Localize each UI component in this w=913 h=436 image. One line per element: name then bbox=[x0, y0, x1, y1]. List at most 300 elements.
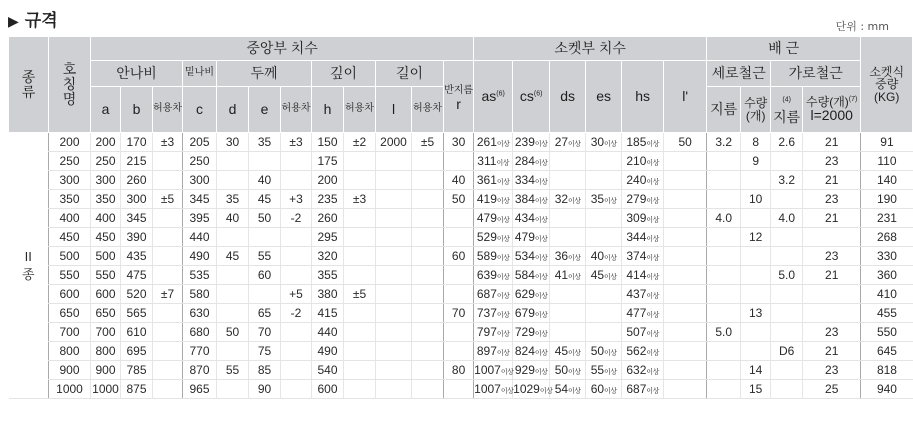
cell-value: 300 bbox=[95, 173, 116, 187]
cell-value: 550 bbox=[876, 325, 897, 339]
cell-value: 507 bbox=[626, 325, 647, 339]
header-weight: 소켓식 중량 (KG) bbox=[861, 37, 913, 133]
cell-ab-tol bbox=[153, 361, 183, 380]
cell-r bbox=[444, 285, 474, 304]
cell-value: 60 bbox=[451, 249, 466, 263]
cell-w bbox=[861, 247, 913, 266]
cell-value: ±3 bbox=[352, 192, 367, 206]
cell-value: 589 bbox=[476, 249, 497, 263]
cell-value: 600 bbox=[59, 287, 80, 301]
header-ab-tol: 허용차 bbox=[153, 87, 183, 133]
cell-de-tol bbox=[281, 247, 312, 266]
cell-value: 440 bbox=[189, 230, 210, 244]
cell-value: 235 bbox=[317, 192, 338, 206]
cell-h-tol bbox=[344, 285, 376, 304]
cell-value: 23 bbox=[825, 249, 839, 263]
cell-h-tol bbox=[344, 266, 376, 285]
cell-a bbox=[91, 323, 121, 342]
cell-cs bbox=[513, 361, 550, 380]
cell-value: 437 bbox=[626, 287, 647, 301]
cell-es bbox=[586, 285, 622, 304]
cell-value: 410 bbox=[876, 287, 897, 301]
table-row bbox=[9, 152, 913, 171]
cell-hs bbox=[622, 228, 664, 247]
header-garo-l: l=2000 bbox=[810, 107, 853, 124]
min-suffix: 이상 bbox=[534, 160, 548, 167]
min-suffix: 이상 bbox=[568, 198, 581, 205]
cell-r bbox=[444, 247, 474, 266]
cell-value: 584 bbox=[514, 268, 535, 282]
cell-d bbox=[217, 209, 249, 228]
min-suffix: 이상 bbox=[568, 141, 581, 148]
cell-value: 384 bbox=[514, 192, 535, 206]
cell-value: 23 bbox=[825, 192, 839, 206]
cell-value: 680 bbox=[189, 325, 210, 339]
cell-w bbox=[861, 361, 913, 380]
cell-ds bbox=[550, 361, 586, 380]
header-rebar: 배 근 bbox=[707, 37, 861, 61]
cell-value: 797 bbox=[476, 325, 497, 339]
cell-value: 360 bbox=[876, 268, 897, 282]
cell-b bbox=[121, 190, 153, 209]
cell-value: 215 bbox=[126, 154, 147, 168]
cell-b bbox=[121, 380, 153, 399]
cell-value: 330 bbox=[876, 249, 897, 263]
cell-lp bbox=[664, 247, 707, 266]
cell-r bbox=[444, 228, 474, 247]
cell-value: 45 bbox=[225, 249, 240, 263]
cell-de-tol bbox=[281, 190, 312, 209]
header-as-label: as bbox=[481, 88, 497, 105]
cell-value: 110 bbox=[877, 154, 897, 168]
cell-e bbox=[249, 247, 281, 266]
cell-hs bbox=[622, 285, 664, 304]
cell-cs bbox=[513, 342, 550, 361]
cell-sd bbox=[707, 247, 741, 266]
cell-as bbox=[474, 304, 513, 323]
cell-value: 450 bbox=[95, 230, 116, 244]
cell-value: 687 bbox=[626, 382, 647, 396]
table-row bbox=[9, 323, 913, 342]
header-c: c bbox=[183, 87, 217, 133]
cell-cs bbox=[513, 228, 550, 247]
cell-as bbox=[474, 209, 513, 228]
cell-c bbox=[183, 266, 217, 285]
cell-sd bbox=[707, 171, 741, 190]
cell-l bbox=[376, 266, 412, 285]
cell-w bbox=[861, 285, 913, 304]
cell-r bbox=[444, 133, 474, 152]
min-suffix: 이상 bbox=[568, 274, 581, 281]
cell-w bbox=[861, 209, 913, 228]
cell-sq bbox=[741, 380, 771, 399]
min-suffix: 이상 bbox=[646, 293, 659, 300]
cell-value: 15 bbox=[749, 382, 763, 396]
cell-value: 35 bbox=[225, 192, 240, 206]
cell-n bbox=[49, 361, 91, 380]
cell-value: 295 bbox=[317, 230, 338, 244]
cell-value: 80 bbox=[451, 363, 466, 377]
cell-es bbox=[586, 228, 622, 247]
cell-l-tol bbox=[412, 285, 444, 304]
min-suffix: 이상 bbox=[534, 331, 548, 338]
cell-gq bbox=[803, 285, 861, 304]
cell-de-tol bbox=[281, 342, 312, 361]
cell-de-tol bbox=[281, 380, 312, 399]
table-row bbox=[9, 380, 913, 399]
cell-value: 875 bbox=[126, 382, 147, 396]
cell-a bbox=[91, 190, 121, 209]
cell-b bbox=[121, 266, 153, 285]
cell-value: 4.0 bbox=[778, 211, 796, 225]
min-suffix: 이상 bbox=[646, 255, 659, 262]
cell-c bbox=[183, 285, 217, 304]
cell-es bbox=[586, 323, 622, 342]
cell-n bbox=[49, 133, 91, 152]
cell-ds bbox=[550, 133, 586, 152]
cell-ab-tol bbox=[153, 266, 183, 285]
cell-hs bbox=[622, 133, 664, 152]
cell-value: 50 bbox=[257, 211, 272, 225]
header-h-tol: 허용차 bbox=[344, 87, 376, 133]
cell-value: 300 bbox=[189, 173, 210, 187]
cell-value: 419 bbox=[476, 192, 497, 206]
cell-d bbox=[217, 190, 249, 209]
cell-ab-tol bbox=[153, 323, 183, 342]
cell-h-tol bbox=[344, 228, 376, 247]
min-suffix: 이상 bbox=[604, 198, 617, 205]
cell-value: 345 bbox=[126, 211, 147, 225]
cell-lp bbox=[664, 190, 707, 209]
cell-value: 320 bbox=[317, 249, 338, 263]
header-garo-dia-label: 지름 bbox=[773, 108, 801, 125]
min-suffix: 이상 bbox=[534, 179, 548, 186]
header-garo-qty-label: 수량(개) bbox=[806, 94, 849, 109]
header-l: l bbox=[376, 87, 412, 133]
cell-de-tol bbox=[281, 152, 312, 171]
cell-value: 434 bbox=[514, 211, 535, 225]
cell-value: 35 bbox=[590, 192, 605, 206]
cell-e bbox=[249, 209, 281, 228]
min-suffix: 이상 bbox=[604, 369, 617, 376]
header-garo-dia-sup: (4) bbox=[782, 96, 791, 104]
cell-value: 261 bbox=[476, 135, 497, 149]
min-suffix: 이상 bbox=[534, 198, 548, 205]
cell-a bbox=[91, 304, 121, 323]
cell-as bbox=[474, 380, 513, 399]
cell-value: 268 bbox=[876, 230, 897, 244]
cell-value: 477 bbox=[626, 306, 647, 320]
cell-gq bbox=[803, 228, 861, 247]
min-suffix: 이상 bbox=[646, 217, 659, 224]
cell-value: 687 bbox=[476, 287, 497, 301]
section-title-text: 규격 bbox=[24, 11, 58, 31]
cell-ds bbox=[550, 228, 586, 247]
cell-h-tol bbox=[344, 323, 376, 342]
min-suffix: 이상 bbox=[604, 255, 617, 262]
cell-es bbox=[586, 380, 622, 399]
cell-value: 50 bbox=[678, 135, 692, 149]
cell-value: 479 bbox=[476, 211, 497, 225]
min-suffix: 이상 bbox=[534, 312, 548, 319]
cell-value: 45 bbox=[554, 344, 569, 358]
cell-sd bbox=[707, 133, 741, 152]
cell-value: 91 bbox=[880, 135, 894, 149]
cell-value: 565 bbox=[126, 306, 147, 320]
min-suffix: 이상 bbox=[534, 236, 548, 243]
cell-value: 600 bbox=[317, 382, 338, 396]
min-suffix: 이상 bbox=[496, 331, 510, 338]
cell-b bbox=[121, 285, 153, 304]
min-suffix: 이상 bbox=[496, 312, 510, 319]
header-b: b bbox=[121, 87, 153, 133]
cell-es bbox=[586, 171, 622, 190]
cell-l-tol bbox=[412, 152, 444, 171]
cell-value: 13 bbox=[749, 306, 763, 320]
cell-value: 55 bbox=[225, 363, 240, 377]
cell-value: 440 bbox=[317, 325, 338, 339]
cell-cs bbox=[513, 266, 550, 285]
cell-e bbox=[249, 266, 281, 285]
cell-as bbox=[474, 152, 513, 171]
cell-lp bbox=[664, 304, 707, 323]
cell-l-tol bbox=[412, 171, 444, 190]
triangle-icon: ▶ bbox=[8, 14, 19, 30]
cell-ab-tol bbox=[153, 228, 183, 247]
cell-n bbox=[49, 304, 91, 323]
cell-value: 21 bbox=[825, 344, 839, 358]
cell-l bbox=[376, 304, 412, 323]
cell-value: 550 bbox=[59, 268, 80, 282]
cell-gd bbox=[771, 190, 803, 209]
cell-value: 35 bbox=[257, 135, 272, 149]
cell-a bbox=[91, 285, 121, 304]
cell-gd bbox=[771, 323, 803, 342]
cell-value: 897 bbox=[476, 344, 497, 358]
header-garo-qty-sup: (7) bbox=[848, 95, 858, 103]
cell-value: 30 bbox=[590, 135, 605, 149]
cell-value: 600 bbox=[95, 287, 116, 301]
cell-value: 475 bbox=[126, 268, 147, 282]
cell-lp bbox=[664, 323, 707, 342]
cell-value: 334 bbox=[514, 173, 535, 187]
cell-gd bbox=[771, 304, 803, 323]
cell-value: 23 bbox=[825, 154, 839, 168]
cell-de-tol bbox=[281, 304, 312, 323]
cell-h-tol bbox=[344, 133, 376, 152]
cell-value: 737 bbox=[476, 306, 497, 320]
cell-de-tol bbox=[281, 171, 312, 190]
cell-a bbox=[91, 209, 121, 228]
cell-w bbox=[861, 171, 913, 190]
cell-n bbox=[49, 323, 91, 342]
cell-b bbox=[121, 361, 153, 380]
cell-ab-tol bbox=[153, 247, 183, 266]
cell-sd bbox=[707, 209, 741, 228]
cell-sq bbox=[741, 285, 771, 304]
min-suffix: 이상 bbox=[496, 179, 510, 186]
cell-value: 41 bbox=[554, 268, 569, 282]
header-cs bbox=[513, 61, 550, 133]
cell-hs bbox=[622, 361, 664, 380]
cell-value: 345 bbox=[189, 192, 210, 206]
cell-de-tol bbox=[281, 361, 312, 380]
cell-w bbox=[861, 304, 913, 323]
table-row bbox=[9, 133, 913, 152]
cell-cs bbox=[513, 190, 550, 209]
cell-value: 50 bbox=[225, 325, 240, 339]
cell-h bbox=[312, 247, 344, 266]
min-suffix: 이상 bbox=[500, 369, 514, 376]
cell-ds bbox=[550, 285, 586, 304]
cell-value: 870 bbox=[189, 363, 210, 377]
cell-h bbox=[312, 323, 344, 342]
cell-sd bbox=[707, 361, 741, 380]
cell-value: 260 bbox=[317, 211, 338, 225]
cell-gd bbox=[771, 133, 803, 152]
cell-ab-tol bbox=[153, 285, 183, 304]
cell-r bbox=[444, 152, 474, 171]
cell-value: 27 bbox=[554, 135, 569, 149]
section-title bbox=[8, 6, 58, 31]
cell-as bbox=[474, 361, 513, 380]
min-suffix: 이상 bbox=[604, 141, 617, 148]
cell-h-tol bbox=[344, 361, 376, 380]
cell-h bbox=[312, 304, 344, 323]
cell-value: +5 bbox=[289, 287, 303, 301]
cell-ab-tol bbox=[153, 171, 183, 190]
header-jong: 종 류 bbox=[9, 37, 49, 133]
cell-a bbox=[91, 380, 121, 399]
cell-value: 8 bbox=[752, 135, 760, 149]
cell-h bbox=[312, 285, 344, 304]
cell-l-tol bbox=[412, 247, 444, 266]
cell-es bbox=[586, 247, 622, 266]
cell-sd bbox=[707, 152, 741, 171]
cell-h-tol bbox=[344, 247, 376, 266]
cell-as bbox=[474, 228, 513, 247]
cell-value: 40 bbox=[225, 211, 240, 225]
spec-table bbox=[8, 36, 913, 399]
cell-l bbox=[376, 380, 412, 399]
cell-l bbox=[376, 247, 412, 266]
cell-l-tol bbox=[412, 209, 444, 228]
header-radius-label: 반지름 bbox=[444, 85, 474, 97]
cell-w bbox=[861, 342, 913, 361]
cell-h-tol bbox=[344, 342, 376, 361]
spec-table-body bbox=[9, 133, 913, 399]
cell-value: 395 bbox=[189, 211, 210, 225]
cell-value: 25 bbox=[825, 382, 839, 396]
cell-sd bbox=[707, 285, 741, 304]
cell-es bbox=[586, 266, 622, 285]
cell-r bbox=[444, 209, 474, 228]
cell-d bbox=[217, 247, 249, 266]
cell-sd bbox=[707, 266, 741, 285]
cell-w bbox=[861, 133, 913, 152]
cell-hs bbox=[622, 323, 664, 342]
cell-sq bbox=[741, 361, 771, 380]
cell-d bbox=[217, 152, 249, 171]
cell-value: 1000 bbox=[56, 382, 83, 396]
cell-e bbox=[249, 342, 281, 361]
cell-b bbox=[121, 171, 153, 190]
header-de-tol: 허용차 bbox=[281, 87, 312, 133]
cell-value: 415 bbox=[317, 306, 338, 320]
cell-value: 260 bbox=[126, 173, 147, 187]
cell-e bbox=[249, 323, 281, 342]
cell-value: 50 bbox=[554, 363, 569, 377]
cell-lp bbox=[664, 342, 707, 361]
cell-gq bbox=[803, 247, 861, 266]
header-sero-qty: 수량 (개) bbox=[741, 87, 771, 133]
cell-sq bbox=[741, 323, 771, 342]
cell-gd bbox=[771, 361, 803, 380]
cell-value: 140 bbox=[876, 173, 897, 187]
min-suffix: 이상 bbox=[496, 274, 510, 281]
cell-l bbox=[376, 342, 412, 361]
cell-a bbox=[91, 228, 121, 247]
header-as bbox=[474, 61, 513, 133]
cell-value: -2 bbox=[290, 306, 302, 320]
cell-lp bbox=[664, 266, 707, 285]
cell-sq bbox=[741, 209, 771, 228]
cell-e bbox=[249, 133, 281, 152]
cell-ds bbox=[550, 342, 586, 361]
min-suffix: 이상 bbox=[534, 217, 548, 224]
cell-value: 1007 bbox=[474, 382, 501, 396]
cell-a bbox=[91, 342, 121, 361]
cell-value: 205 bbox=[189, 135, 210, 149]
cell-d bbox=[217, 285, 249, 304]
cell-h-tol bbox=[344, 152, 376, 171]
cell-a bbox=[91, 133, 121, 152]
header-sero-dia: 지름 bbox=[707, 87, 741, 133]
cell-d bbox=[217, 342, 249, 361]
cell-value: 21 bbox=[825, 173, 839, 187]
cell-as bbox=[474, 323, 513, 342]
cell-gq bbox=[803, 266, 861, 285]
cell-hs bbox=[622, 380, 664, 399]
cell-n bbox=[49, 171, 91, 190]
cell-d bbox=[217, 133, 249, 152]
cell-l-tol bbox=[412, 361, 444, 380]
cell-value: 250 bbox=[189, 154, 210, 168]
min-suffix: 이상 bbox=[646, 274, 659, 281]
cell-l-tol bbox=[412, 380, 444, 399]
cell-value: 580 bbox=[189, 287, 210, 301]
cell-h bbox=[312, 342, 344, 361]
cell-as bbox=[474, 247, 513, 266]
table-row bbox=[9, 171, 913, 190]
cell-value: 435 bbox=[126, 249, 147, 263]
header-e: e bbox=[249, 87, 281, 133]
cell-value: 70 bbox=[451, 306, 466, 320]
cell-b bbox=[121, 152, 153, 171]
header-sero: 세로철근 bbox=[707, 61, 771, 87]
cell-value: 311 bbox=[477, 154, 497, 168]
cell-h bbox=[312, 361, 344, 380]
header-center-dims: 중앙부 치수 bbox=[91, 37, 474, 61]
cell-as bbox=[474, 266, 513, 285]
cell-w bbox=[861, 266, 913, 285]
cell-value: 14 bbox=[749, 363, 763, 377]
header-socket-dims: 소켓부 치수 bbox=[474, 37, 707, 61]
cell-ab-tol bbox=[153, 304, 183, 323]
cell-n bbox=[49, 380, 91, 399]
min-suffix: 이상 bbox=[568, 350, 581, 357]
cell-n bbox=[49, 266, 91, 285]
